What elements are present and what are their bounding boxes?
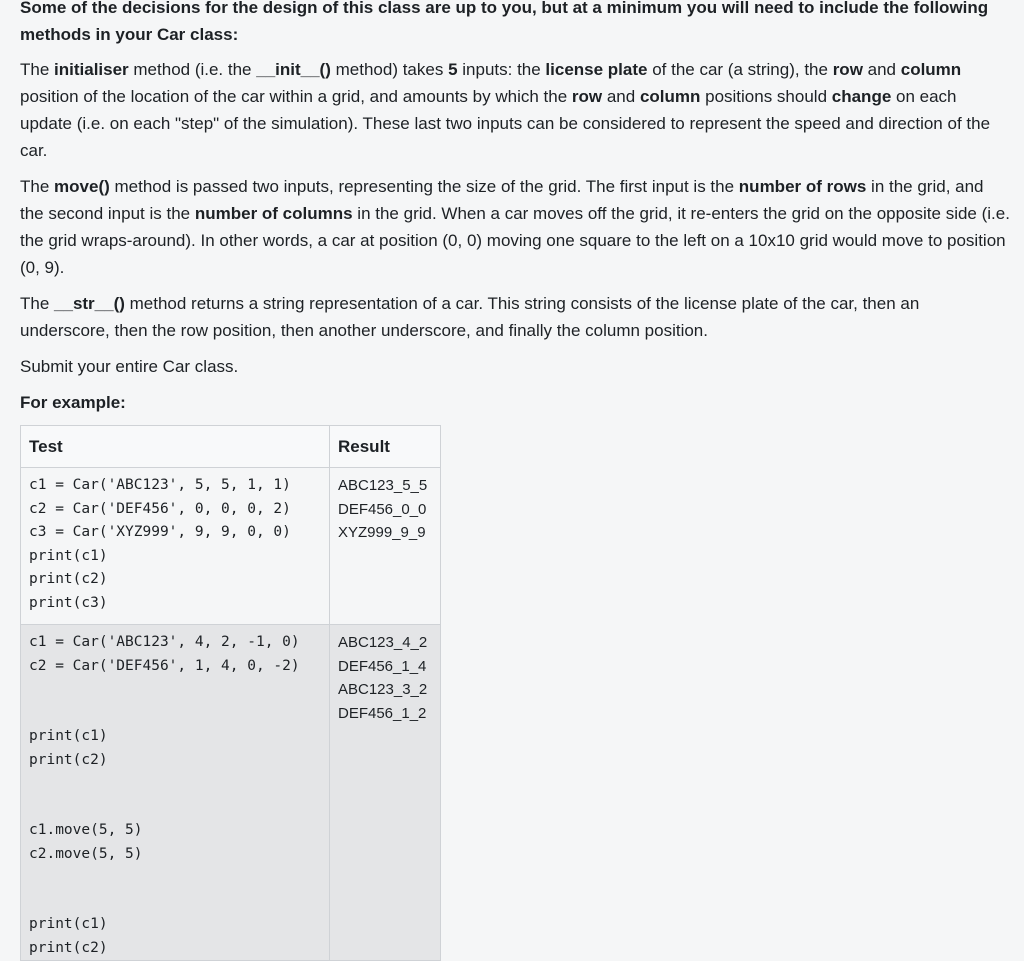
example-heading: For example: [20,393,126,412]
table-row [21,468,441,625]
result-line: ABC123_3_2 [338,681,428,698]
result-cell [330,625,441,961]
submit-instruction: Submit your entire Car class. [20,357,239,376]
result-cell [330,468,441,625]
test-code: c1 = Car('ABC123', 5, 5, 1, 1) c2 = Car('DEF456', 0, 0, 0, 2) c3 = Car('XYZ999', 9, 9, 0, 0) print(c1) print(c2) print(c3) [29,477,291,611]
result-line: ABC123_4_2 [338,634,428,651]
result-column-header: Result [330,426,441,468]
result-line: DEF456_1_2 [338,704,427,722]
result-line: DEF456_1_4 [338,657,427,675]
question-text [20,0,1010,416]
test-cell [21,468,330,625]
result-line: XYZ999_9_9 [338,524,426,541]
test-code: c1 = Car('ABC123', 4, 2, -1, 0) c2 = Car('DEF456', 1, 4, 0, -2) print(c1) print(c2) c1.move(5, 5) c2.move(5, 5) print(c1) print(c2) [29,634,300,956]
test-cell [21,625,330,961]
test-column-header: Test [21,426,330,468]
table-header-row [21,426,441,468]
table-row [21,625,441,961]
examples-table [20,425,441,961]
init-method-paragraph: The initialiser method (i.e. the __init__() method) takes 5 inputs: the license plate of the car (a string), the row and column position of the location of the car within a grid, and amounts by which the row and column positions should change on each update (i.e. on each "step" of the simulation). These last two inputs can be considered to represent the speed and direction of the car. [20,60,991,160]
result-line: DEF456_0_0 [338,500,427,518]
result-line: ABC123_5_5 [338,477,428,494]
move-method-paragraph: The move() method is passed two inputs, representing the size of the grid. The first input is the number of rows in the grid, and the second input is the number of columns in the grid. When a car moves off the grid, it re-enters the grid on the opposite side (i.e. the grid wraps-around). In other words, a car at position (0, 0) moving one square to the left on a 10x10 grid would move to position (0, 9). [20,177,1010,277]
intro-paragraph: Some of the decisions for the design of this class are up to you, but at a minimum you will need to include the following methods in your Car class: [20,0,989,44]
str-method-paragraph: The __str__() method returns a string representation of a car. This string consists of the license plate of the car, then an underscore, then the row position, then another underscore, and finally the column position. [20,294,920,340]
